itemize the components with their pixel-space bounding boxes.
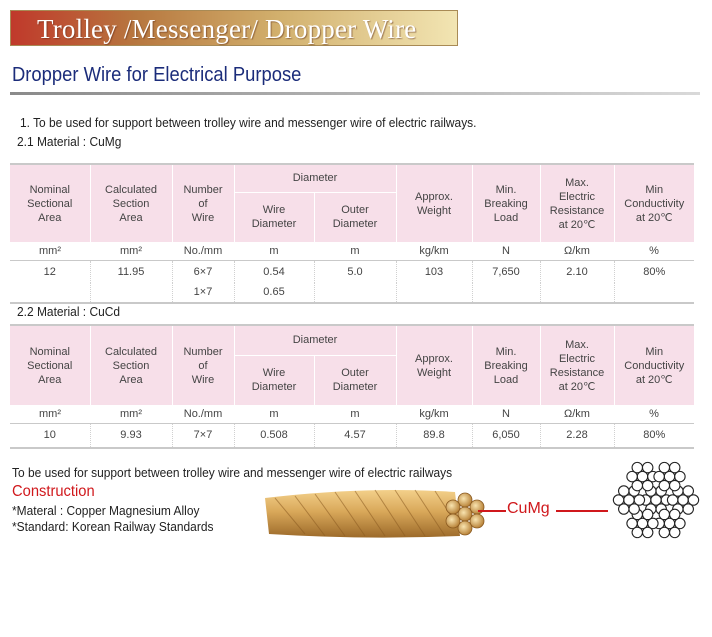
standard-text: *Standard: Korean Railway Standards bbox=[12, 519, 214, 534]
header-wire-diameter: Wire Diameter bbox=[234, 355, 314, 405]
unit-cell: N bbox=[472, 242, 540, 261]
header-outer-diameter: Outer Diameter bbox=[314, 192, 396, 242]
header-resistance: Max. Electric Resistance at 20℃ bbox=[540, 164, 614, 242]
data-cell: 11.95 bbox=[90, 261, 172, 283]
material-text: *Materal : Copper Magnesium Alloy bbox=[12, 503, 200, 518]
construction-heading: Construction bbox=[12, 483, 95, 500]
data-cell bbox=[314, 283, 396, 303]
data-cell: 7×7 bbox=[172, 424, 234, 448]
data-cell: 5.0 bbox=[314, 261, 396, 283]
header-calculated-area: Calculated Section Area bbox=[90, 164, 172, 242]
strand-circle bbox=[670, 462, 680, 472]
header-conductivity: Min Conductivity at 20℃ bbox=[614, 164, 694, 242]
data-cell: 80% bbox=[643, 265, 666, 278]
data-cell: 4.57 bbox=[314, 424, 396, 448]
strand-cross-section bbox=[603, 445, 709, 555]
units-row bbox=[10, 405, 694, 424]
data-cell: 2.10 bbox=[540, 261, 614, 283]
strand-circle bbox=[632, 462, 642, 472]
unit-cell: N bbox=[472, 405, 540, 424]
cucd-spec-table bbox=[10, 324, 694, 449]
data-cell: 0.65 bbox=[234, 283, 314, 303]
unit-cell: m bbox=[314, 242, 396, 261]
header-approx-weight: Approx. Weight bbox=[396, 164, 472, 242]
data-cell: 10 bbox=[10, 424, 90, 448]
data-cell: 7,650 bbox=[472, 261, 540, 283]
unit-cell: % bbox=[614, 405, 694, 424]
unit-cell: mm² bbox=[90, 405, 172, 424]
strand-circle bbox=[642, 527, 652, 537]
header-number-of-wire: Number of Wire bbox=[172, 164, 234, 242]
header-diameter: Diameter bbox=[234, 325, 396, 355]
header-nominal-area: Nominal Sectional Area bbox=[10, 325, 90, 405]
unit-cell: No./mm bbox=[172, 405, 234, 424]
data-cell: 0.54 bbox=[234, 261, 314, 283]
strand-circle bbox=[642, 462, 652, 472]
header-approx-weight: Approx. Weight bbox=[396, 325, 472, 405]
data-cell: 6×7 bbox=[172, 261, 234, 283]
cumg-spec-table bbox=[10, 163, 694, 304]
header-breaking-load: Min. Breaking Load bbox=[472, 164, 540, 242]
unit-cell: m bbox=[234, 242, 314, 261]
strand-circle bbox=[619, 486, 629, 496]
strand-circle bbox=[659, 462, 669, 472]
unit-cell: kg/km bbox=[396, 405, 472, 424]
header-outer-diameter: Outer Diameter bbox=[314, 355, 396, 405]
strand-circle bbox=[683, 486, 693, 496]
page-title: Dropper Wire for Electrical Purpose bbox=[12, 64, 302, 86]
cumg-callout-label: CuMg bbox=[507, 500, 550, 517]
header-wire-diameter: Wire Diameter bbox=[234, 192, 314, 242]
header-resistance: Max. Electric Resistance at 20℃ bbox=[540, 325, 614, 405]
strand-circle bbox=[670, 480, 680, 490]
data-cell bbox=[90, 283, 172, 303]
data-cell bbox=[472, 283, 540, 303]
banner-title: Trolley /Messenger/ Dropper Wire bbox=[37, 14, 417, 44]
data-cell: 103 bbox=[396, 261, 472, 283]
units-row bbox=[10, 242, 694, 261]
header-number-of-wire: Number of Wire bbox=[172, 325, 234, 405]
unit-cell: m bbox=[234, 405, 314, 424]
data-cell: 12 bbox=[10, 261, 90, 283]
unit-cell: mm² bbox=[90, 242, 172, 261]
copper-cable-illustration bbox=[255, 478, 505, 548]
data-cell: 89.8 bbox=[396, 424, 472, 448]
table-row bbox=[10, 424, 694, 448]
cable-image bbox=[255, 478, 505, 548]
header-breaking-load: Min. Breaking Load bbox=[472, 325, 540, 405]
table-row bbox=[10, 261, 694, 283]
data-cell: 6,050 bbox=[472, 424, 540, 448]
unit-cell: mm² bbox=[10, 242, 90, 261]
table-row bbox=[10, 283, 694, 303]
unit-cell: Ω/km bbox=[540, 405, 614, 424]
title-divider bbox=[10, 92, 700, 95]
section1-label: 2.1 Material : CuMg bbox=[17, 134, 122, 149]
strand-circle bbox=[642, 509, 652, 519]
data-cell: 0.508 bbox=[234, 424, 314, 448]
strand-circle bbox=[670, 527, 680, 537]
data-cell: 80% bbox=[614, 424, 694, 448]
unit-cell: Ω/km bbox=[540, 242, 614, 261]
data-cell bbox=[10, 283, 90, 303]
cross-section-diagram bbox=[603, 445, 709, 560]
header-diameter: Diameter bbox=[234, 164, 396, 192]
section2-label: 2.2 Material : CuCd bbox=[17, 304, 121, 319]
usage-text: To be used for support between trolley wire and messenger wire of electric railways bbox=[12, 465, 453, 480]
intro-text: 1. To be used for support between trolley wire and messenger wire of electric railways. bbox=[20, 115, 477, 130]
header-calculated-area: Calculated Section Area bbox=[90, 325, 172, 405]
strand-circle bbox=[629, 504, 639, 514]
unit-cell: kg/km bbox=[396, 242, 472, 261]
unit-cell: No./mm bbox=[172, 242, 234, 261]
header-nominal-area: Nominal Sectional Area bbox=[10, 164, 90, 242]
strand-circle bbox=[683, 504, 693, 514]
unit-cell: mm² bbox=[10, 405, 90, 424]
data-cell bbox=[614, 283, 694, 303]
strand-circle bbox=[642, 480, 652, 490]
data-cell bbox=[540, 283, 614, 303]
page-banner bbox=[10, 10, 458, 46]
callout-line bbox=[478, 510, 506, 512]
unit-cell: % bbox=[614, 242, 694, 261]
data-cell: 1×7 bbox=[172, 283, 234, 303]
callout-line bbox=[556, 510, 608, 512]
unit-cell: m bbox=[314, 405, 396, 424]
data-cell bbox=[396, 283, 472, 303]
data-cell: 9.93 bbox=[90, 424, 172, 448]
data-cell: 2.28 bbox=[540, 424, 614, 448]
header-conductivity: Min Conductivity at 20℃ bbox=[614, 325, 694, 405]
strand-circle bbox=[670, 509, 680, 519]
strand-circle bbox=[659, 509, 669, 519]
